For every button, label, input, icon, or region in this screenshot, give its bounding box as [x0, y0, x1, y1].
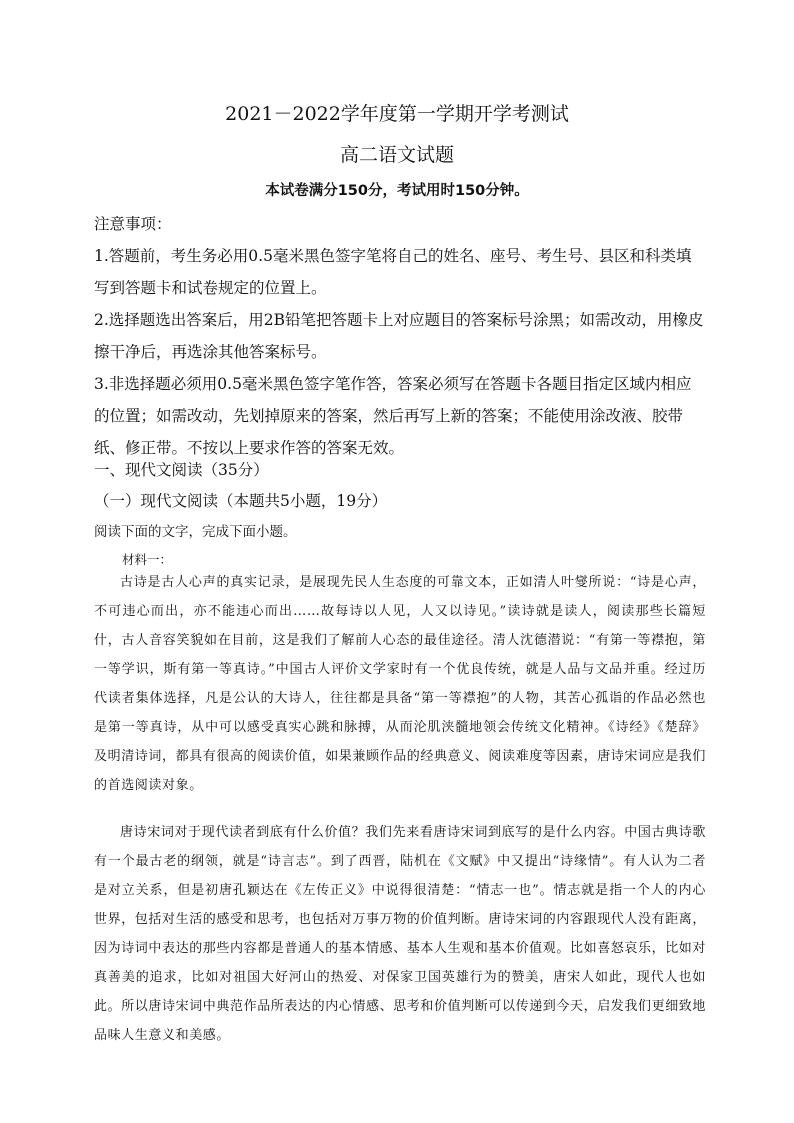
exam-subtitle: 高二语文试题	[339, 144, 454, 166]
notes-heading: 注意事项：	[94, 215, 172, 233]
section-heading-part-one-sub: （一）现代文阅读（本题共5小题，19分）	[94, 492, 388, 510]
passage-paragraph-2: 唐诗宋词对于现代读者到底有什么价值？我们先来看唐诗宋词到底写的是什么内容。中国古典诗歌有一个最古老的纲领，就是“诗言志”。到了西晋，陆机在《文赋》中又提出“诗缘情”。有人认为二者是对立关系，但是初唐孔颖达在《左传正义》中说得很清楚：“情志一也”。情志就是指一个人的内心世界，包括对生活的感受和思考，也包括对万事万物的价值判断。唐诗宋词的内容跟现代人没有距离，因为诗词中表达的那些内容都是普通人的基本情感、基本人生观和基本价值观。比如喜怒哀乐，比如对真善美的追求，比如对祖国大好河山的热爱、对保家卫国英雄行为的赞美，唐宋人如此，现代人也如此。所以唐诗宋词中典范作品所表达的内心情感、思考和价值判断可以传递到今天，启发我们更细致地品味人生意义和美感。	[94, 825, 707, 1043]
section-heading-part-one: 一、现代文阅读（35分）	[94, 461, 269, 479]
exam-title: 2021－2022学年度第一学期开学考测试	[225, 103, 569, 125]
note-item-3: 3.非选择题必须用0.5毫米黑色签字笔作答，答案必须写在答题卡各题目指定区域内相应的位置；如需改动，先划掉原来的答案，然后再写上新的答案；不能使用涂改液、胶带纸、修正带。不按以上要求作答的答案无效。	[94, 375, 692, 457]
notes-section	[94, 208, 706, 464]
note-item-1: 1.答题前，考生务必用0.5毫米黑色签字笔将自己的姓名、座号、考生号、县区和科类填写到答题卡和试卷规定的位置上。	[94, 247, 692, 297]
material-label: 材料一：	[122, 552, 173, 567]
reading-instruction: 阅读下面的文字，完成下面小题。	[94, 524, 297, 540]
passage-paragraph-1: 古诗是古人心声的真实记录，是展现先民人生态度的可靠文本，正如清人叶燮所说：“诗是心声，不可违心而出，亦不能违心而出……故每诗以人见，人又以诗见。”读诗就是读人，阅读那些长篇短什，古人音容笑貌如在目前，这是我们了解前人心态的最佳途径。清人沈德潜说：“有第一等襟抱，第一等学识，斯有第一等真诗。”中国古人评价文学家时有一个优良传统，就是人品与文品并重。经过历代读者集体选择，凡是公认的大诗人，往往都是具备“第一等襟抱”的人物，其苦心孤诣的作品必然也是第一等真诗，从中可以感受真实心跳和脉搏，从而沦肌浃髓地领会传统文化精神。《诗经》《楚辞》及明清诗词，都具有很高的阅读价值，如果兼顾作品的经典意义、阅读难度等因素，唐诗宋词应是我们的首选阅读对象。	[94, 575, 707, 793]
note-item-2: 2.选择题选出答案后，用2B铅笔把答题卡上对应题目的答案标号涂黑；如需改动，用橡皮擦干净后，再选涂其他答案标号。	[94, 311, 704, 361]
exam-info: 本试卷满分150分，考试用时150分钟。	[265, 183, 529, 199]
